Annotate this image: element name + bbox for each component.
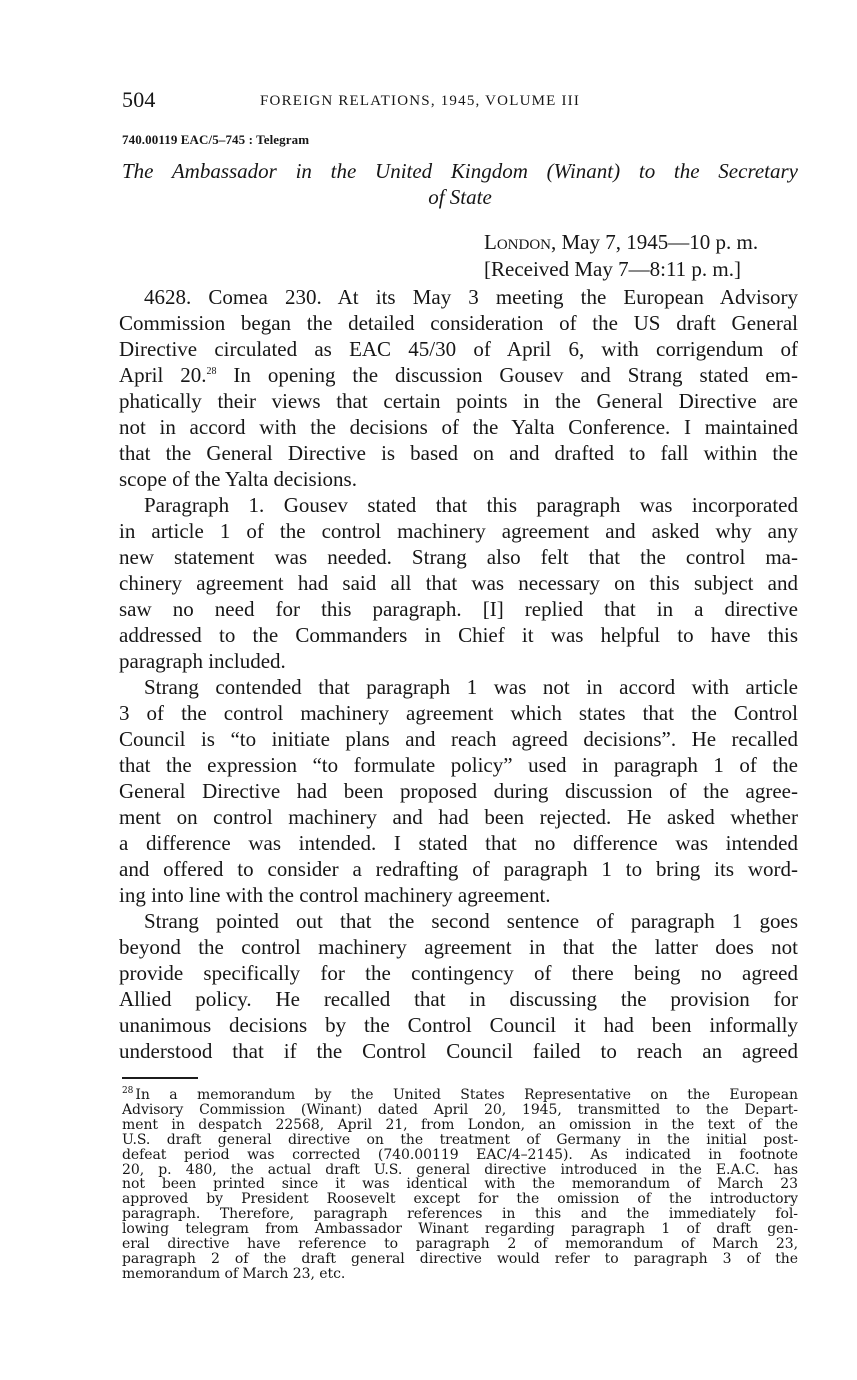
footnote-line: ment in despatch 22568, April 21, from London, an omission in the text of the (122, 1116, 798, 1133)
body-line: Council is “to initiate plans and reach agreed decisions”. He recalled (119, 727, 798, 751)
footnote-line (122, 1088, 798, 1103)
footnote-line: memorandum of March 23, etc. (122, 1265, 346, 1282)
body-line: Paragraph 1. Gousev stated that this paragraph was incorporated (144, 493, 798, 517)
body-line: saw no need for this paragraph. [I] replied that in a directive (119, 597, 798, 621)
dateline-sent-time: , May 7, 1945—10 p. m. (551, 230, 759, 254)
running-header (122, 88, 798, 118)
body-line: Commission began the detailed consideration of the US draft General (119, 311, 798, 335)
footnote-separator (122, 1077, 198, 1079)
body-line: phatically their views that certain points in the General Directive are (119, 389, 798, 413)
body-line: unanimous decisions by the Control Council it had been informally (119, 1013, 798, 1037)
footnote-line: Advisory Commission (Winant) dated April 20, 1945, transmitted to the Depart- (122, 1101, 798, 1118)
telegram-body (119, 284, 798, 1064)
body-line-with-footnote-ref (119, 362, 798, 388)
document-title (122, 158, 798, 210)
footnote-line: U.S. draft general directive on the treatment of Germany in the initial post- (122, 1131, 798, 1148)
body-line: General Directive had been proposed during discussion of the agree- (119, 779, 798, 803)
footnote-line: paragraph 2 of the draft general directive would refer to paragraph 3 of the (122, 1250, 798, 1267)
footnote-28 (122, 1088, 798, 1282)
body-line: 4628. Comea 230. At its May 3 meeting the European Advisory (144, 285, 798, 309)
document-title-line-2: of State (428, 185, 492, 209)
body-line: Allied policy. He recalled that in discussing the provision for (119, 987, 798, 1011)
footnote-line: defeat period was corrected (740.00119 EAC/4–2145). As indicated in footnote (122, 1146, 798, 1163)
body-line: in article 1 of the control machinery agreement and asked why any (119, 519, 798, 543)
document-title-line-1: The Ambassador in the United Kingdom (Winant) to the Secretary (122, 159, 798, 183)
dateline-place: London (484, 230, 551, 254)
body-paragraph-3 (119, 674, 798, 908)
body-line: Strang contended that paragraph 1 was not in accord with article (144, 675, 798, 699)
body-line: a difference was intended. I stated that no difference was intended (119, 831, 798, 855)
body-line: provide specifically for the contingency of there being no agreed (119, 961, 798, 985)
body-line: Directive circulated as EAC 45/30 of April 6, with corrigendum of (119, 337, 798, 361)
body-line: and offered to consider a redrafting of paragraph 1 to bring its word- (119, 857, 798, 881)
body-paragraph-1 (119, 284, 798, 492)
dateline (484, 229, 798, 283)
running-title: FOREIGN RELATIONS, 1945, VOLUME III (260, 93, 581, 109)
body-line: that the General Directive is based on and drafted to fall within the (119, 441, 798, 465)
footnote-line: paragraph. Therefore, paragraph references in this and the immediately fol- (122, 1206, 798, 1223)
body-line: addressed to the Commanders in Chief it was helpful to have this (119, 623, 798, 647)
body-line: 3 of the control machinery agreement which states that the Control (119, 701, 798, 725)
body-line-end: In opening the discussion Gousev and Strang stated em- (216, 363, 799, 387)
footnote-reference: 28 (206, 366, 217, 377)
body-line: beyond the control machinery agreement in that the latter does not (119, 935, 798, 959)
body-line: not in accord with the decisions of the Yalta Conference. I maintained (119, 415, 798, 439)
received-dateline: [Received May 7—8:11 p. m.] (484, 257, 741, 281)
footnote-line: approved by President Roosevelt except for the omission of the introductory (122, 1191, 798, 1208)
file-reference: 740.00119 EAC/5–745 : Telegram (122, 132, 310, 147)
footnote-line: lowing telegram from Ambassador Winant regarding paragraph 1 of draft gen- (122, 1221, 798, 1238)
body-line: ment on control machinery and had been rejected. He asked whether (119, 805, 798, 829)
footnote-line: 20, p. 480, the actual draft U.S. general directive introduced in the E.A.C. has (122, 1161, 798, 1178)
body-paragraph-2 (119, 492, 798, 674)
body-line-start: April 20. (119, 363, 207, 387)
body-line: new statement was needed. Strang also felt that the control ma- (119, 545, 798, 569)
body-line: understood that if the Control Council failed to reach an agreed (119, 1039, 798, 1063)
sent-dateline (484, 229, 798, 256)
footnote-marker: 28 (122, 1086, 134, 1096)
body-line: Strang pointed out that the second sentence of paragraph 1 goes (144, 909, 798, 933)
body-line: ing into line with the control machinery agreement. (119, 883, 551, 907)
body-line: chinery agreement had said all that was necessary on this subject and (119, 571, 798, 595)
body-line: that the expression “to formulate policy” used in paragraph 1 of the (119, 753, 798, 777)
footnote-line: not been printed since it was identical with the memorandum of March 23 (122, 1176, 798, 1193)
footnote-line-text: In a memorandum by the United States Representative on the European (135, 1087, 798, 1103)
page-number: 504 (122, 87, 156, 112)
body-paragraph-4 (119, 908, 798, 1064)
footnote-line: eral directive have reference to paragraph 2 of memorandum of March 23, (122, 1236, 798, 1253)
body-line: scope of the Yalta decisions. (119, 467, 357, 491)
body-line: paragraph included. (119, 649, 286, 673)
